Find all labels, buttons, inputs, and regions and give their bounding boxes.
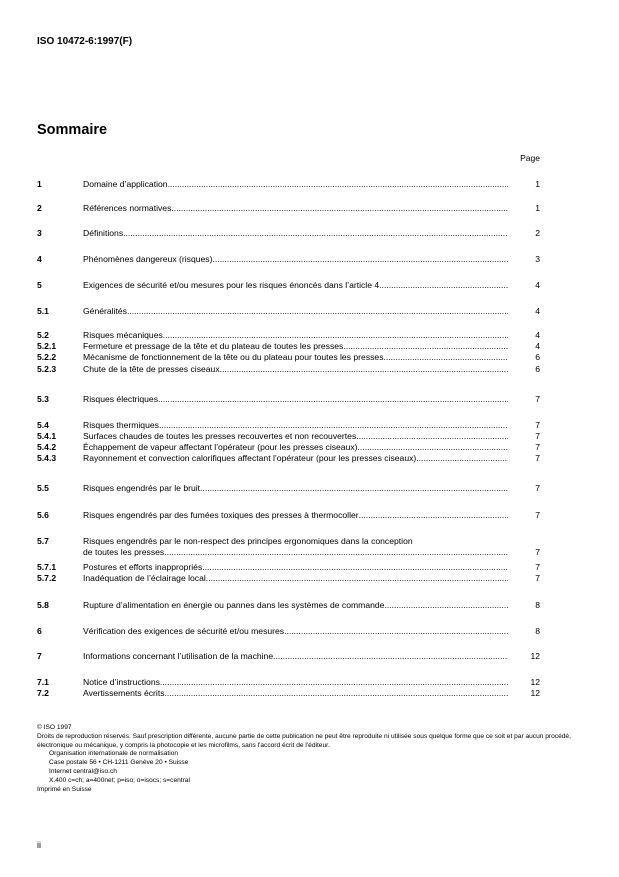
toc-entry-number: 1 [37, 179, 42, 189]
dot-leader [163, 330, 508, 341]
toc-entry[interactable] [37, 573, 540, 584]
toc-entry[interactable] [37, 562, 540, 573]
toc-entry-label: Surfaces chaudes de toutes les presses recouvertes et non recouvertes [83, 431, 357, 441]
org-address: Case postale 56 • CH-1211 Genève 20 • Suisse [49, 759, 189, 767]
toc-entry-number: 4 [37, 254, 42, 264]
dot-leader [164, 547, 508, 558]
toc-entry-number: 3 [37, 228, 42, 238]
printed-in: Imprimé en Suisse [37, 785, 92, 793]
dot-leader [123, 228, 508, 239]
toc-entry-number: 5.6 [37, 510, 49, 520]
toc-entry[interactable] [37, 341, 540, 352]
dot-leader [273, 651, 508, 662]
toc-entry-label: Risques engendrés par le bruit [83, 483, 201, 493]
toc-entry[interactable] [37, 431, 540, 442]
toc-entry-label: Rayonnement et convection calorifiques affectant l’opérateur (pour les presses ciseaux) [83, 453, 417, 463]
toc-entry-label: Généralités [83, 306, 127, 316]
dot-leader [356, 431, 508, 442]
dot-leader [158, 394, 508, 405]
toc-entry[interactable] [37, 453, 540, 464]
toc-entry-label: Risques engendrés par des fumées toxiques des presses à thermocoller [83, 510, 359, 520]
toc-entry-label: Vérification des exigences de sécurité et/ou mesures [83, 626, 285, 636]
dot-leader [159, 420, 508, 431]
dot-leader [359, 510, 508, 521]
dot-leader [220, 364, 508, 375]
dot-leader [200, 483, 508, 494]
rights-statement: Droits de reproduction réservés. Sauf prescription différente, aucune partie de cette publication ne peut être reproduite ni utilisée sous quelque forme que ce soit et par aucun procédé, électronique ou mécanique, y compris la photocopie et les microfilms, sans l'accord écrit de l'éditeur. [37, 732, 571, 749]
toc-entry[interactable] [37, 330, 540, 341]
toc-entry-number: 5.2 [37, 330, 49, 340]
toc-entry-number: 7 [37, 651, 42, 661]
toc-entry[interactable] [37, 420, 540, 431]
toc-entry-label: Références normatives [83, 203, 172, 213]
toc-entry-number: 5.2.2 [37, 352, 57, 362]
toc-entry-label: Échappement de vapeur affectant l’opérateur (pour les presses ciseaux) [83, 442, 358, 452]
toc-entry-page: 2 [535, 228, 540, 238]
toc-entry-label: Définitions [83, 228, 124, 238]
toc-entry-page: 7 [535, 442, 540, 452]
dot-leader [171, 203, 508, 214]
toc-entry[interactable] [37, 254, 540, 265]
copyright-line: © ISO 1997 [37, 724, 72, 731]
toc-entry-page: 6 [535, 364, 540, 374]
toc-entry[interactable] [37, 510, 540, 521]
toc-entry-label: Informations concernant l’utilisation de la machine [83, 651, 274, 661]
toc-entry-page: 7 [535, 431, 540, 441]
toc-entry-number: 5.3 [37, 394, 49, 404]
dot-leader [127, 306, 508, 317]
toc-entry-number: 5.7 [37, 536, 49, 546]
toc-entry-label: Phénomènes dangereux (risques) [83, 254, 213, 264]
toc-entry-number: 5.8 [37, 600, 49, 610]
copyright-block [37, 724, 577, 794]
toc-entry-label: Risques électriques [83, 394, 158, 404]
toc-entry-page: 7 [535, 510, 540, 520]
toc-entry-page: 6 [535, 352, 540, 362]
dot-leader [212, 254, 508, 265]
toc-entry[interactable] [37, 483, 540, 494]
dot-leader [384, 352, 509, 363]
dot-leader [202, 562, 508, 573]
org-x400: X.400 c=ch; a=400net; p=iso; o=isocs; s=central [49, 776, 190, 784]
toc-entry-label: Chute de la tête de presses ciseaux [83, 364, 220, 374]
page-title: Sommaire [37, 122, 108, 138]
toc-entry-number: 6 [37, 626, 42, 636]
toc-entry-number: 5.4 [37, 420, 49, 430]
toc-entry-page: 1 [535, 179, 540, 189]
toc-entry[interactable] [37, 536, 540, 557]
toc-entry-number: 7.2 [37, 688, 49, 698]
toc-entry-page: 3 [535, 254, 540, 264]
toc-entry[interactable] [37, 677, 540, 688]
toc-entry-page: 4 [535, 330, 540, 340]
toc-entry-page: 1 [535, 203, 540, 213]
org-internet: Internet central@iso.ch [49, 767, 117, 775]
toc-entry[interactable] [37, 280, 540, 291]
toc-entry-page: 7 [535, 547, 540, 557]
toc-entry-page: 7 [535, 573, 540, 583]
toc-entry-label: Fermeture et pressage de la tête et du plateau de toutes les presses [83, 341, 344, 351]
toc-entry[interactable] [37, 394, 540, 405]
toc-entry-label: Rupture d’alimentation en énergie ou pannes dans les systèmes de commande [83, 600, 385, 610]
toc-entry-number: 5.4.1 [37, 431, 57, 441]
toc-entry-label: Risques thermiques [83, 420, 159, 430]
dot-leader [168, 179, 508, 190]
toc-entry[interactable] [37, 306, 540, 317]
toc-entry-number: 5.7.2 [37, 573, 57, 583]
toc-entry-number: 5.2.3 [37, 364, 57, 374]
toc-entry-page: 4 [535, 306, 540, 316]
toc-entry-number: 2 [37, 203, 42, 213]
toc-entry-page: 4 [535, 280, 540, 290]
toc-entry-page: 4 [535, 341, 540, 351]
page-column-label: Page [520, 153, 540, 163]
dot-leader [416, 453, 508, 464]
toc-entry-number: 5.4.2 [37, 442, 57, 452]
toc-entry[interactable] [37, 688, 540, 699]
toc-entry[interactable] [37, 600, 540, 611]
toc-entry-label: Inadéquation de l’éclairage local [83, 573, 206, 583]
toc-entry[interactable] [37, 364, 540, 375]
toc-entry-label: Risques mécaniques [83, 330, 163, 340]
toc-entry-page: 8 [535, 626, 540, 636]
toc-entry-number: 7.1 [37, 677, 49, 687]
toc-entry-page: 7 [535, 394, 540, 404]
dot-leader [206, 573, 508, 584]
toc-entry[interactable] [37, 203, 540, 214]
toc-entry[interactable] [37, 352, 540, 363]
toc-entry-page: 12 [530, 677, 540, 687]
toc-entry[interactable] [37, 179, 540, 190]
toc-entry-page: 7 [535, 453, 540, 463]
toc-entry-page: 8 [535, 600, 540, 610]
toc-entry-number: 5.1 [37, 306, 49, 316]
toc-entry-number: 5.4.3 [37, 453, 57, 463]
toc-entry-number: 5.7.1 [37, 562, 57, 572]
toc-entry-page: 12 [530, 688, 540, 698]
toc-entry-label: Exigences de sécurité et/ou mesures pour les risques énoncés dans l’article 4 [83, 280, 380, 290]
toc-entry-label: Domaine d’application [83, 179, 168, 189]
dot-leader [343, 341, 508, 352]
toc-entry-label: Notice d’instructions [83, 677, 160, 687]
dot-leader [384, 600, 508, 611]
toc-entry-number: 5 [37, 280, 42, 290]
toc-entry-label: Avertissements écrits [83, 688, 165, 698]
toc-entry-label: Risques engendrés par le non-respect des principes ergonomiques dans la conception [83, 536, 413, 546]
toc-entry-label-continued: de toutes les presses [83, 547, 165, 557]
toc-entry-number: 5.2.1 [37, 341, 57, 351]
page-number: ii [37, 840, 41, 850]
toc-entry-page: 7 [535, 420, 540, 430]
toc-entry[interactable] [37, 228, 540, 239]
toc-entry-page: 12 [530, 651, 540, 661]
dot-leader [284, 626, 508, 637]
dot-leader [160, 677, 508, 688]
dot-leader [358, 442, 508, 453]
toc-entry-label: Mécanisme de fonctionnement de la tête ou du plateau pour toutes les presses [83, 352, 384, 362]
toc-entry-number: 5.5 [37, 483, 49, 493]
toc-entry[interactable] [37, 626, 540, 637]
dot-leader [165, 688, 508, 699]
toc-entry[interactable] [37, 651, 540, 662]
toc-entry-label: Postures et efforts inappropriés [83, 562, 203, 572]
dot-leader [379, 280, 508, 291]
org-name: Organisation internationale de normalisation [49, 750, 179, 758]
toc-entry[interactable] [37, 442, 540, 453]
toc-entry-page: 7 [535, 562, 540, 572]
toc-entry-page: 7 [535, 483, 540, 493]
document-id: ISO 10472-6:1997(F) [37, 36, 133, 47]
